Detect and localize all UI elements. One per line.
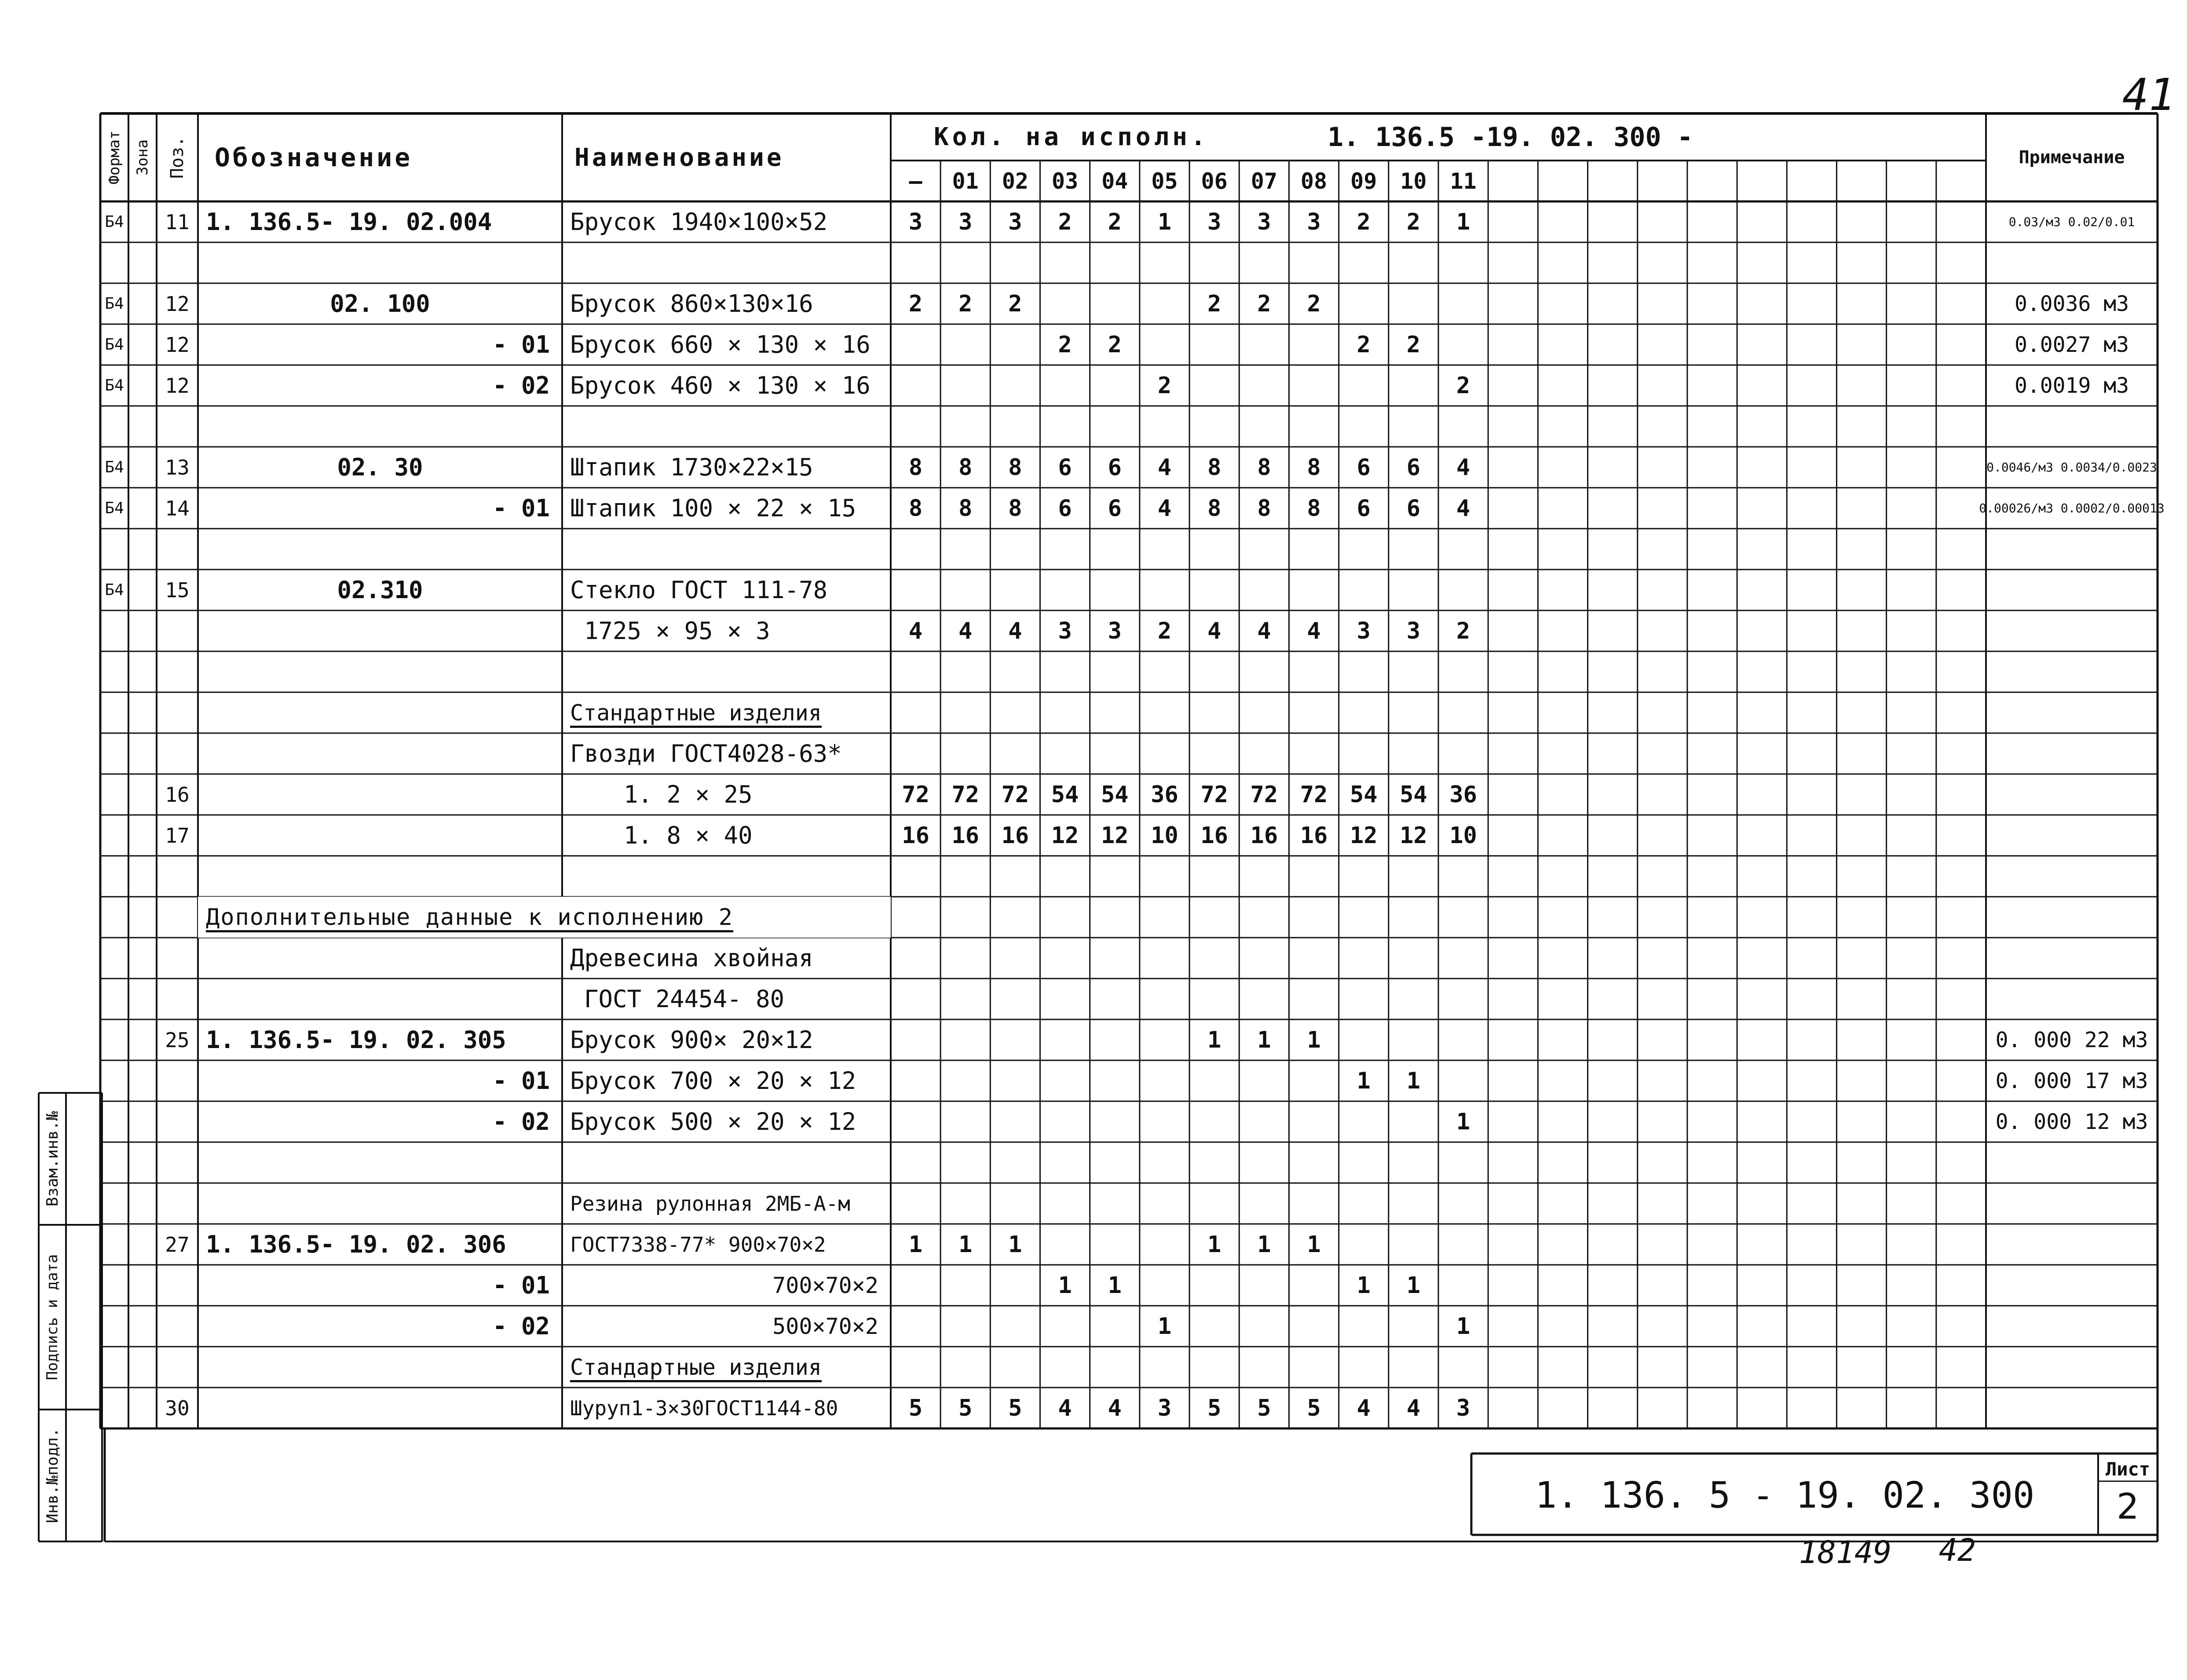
row-quantity: 5	[1008, 1395, 1022, 1421]
sheet-label: Лист	[2105, 1458, 2150, 1480]
row-quantity: 4	[1257, 617, 1271, 644]
row-quantity: 54	[1350, 781, 1378, 808]
row-quantity: 2	[1157, 617, 1172, 644]
row-name: ГОСТ 24454- 80	[584, 985, 785, 1013]
row-name: Древесина хвойная	[570, 944, 813, 972]
row-quantity: 72	[902, 781, 929, 808]
row-quantity: 10	[1151, 822, 1178, 849]
row-quantity: 1	[1406, 1272, 1421, 1299]
row-quantity: 2	[1207, 290, 1222, 317]
row-quantity: 2	[908, 290, 923, 317]
row-quantity: 6	[1406, 495, 1421, 522]
row-quantity: 4	[1207, 617, 1222, 644]
document-code: 1. 136. 5 - 19. 02. 300	[1535, 1474, 2035, 1516]
sheet-number: 2	[2117, 1486, 2139, 1527]
row-quantity: 4	[1157, 454, 1172, 481]
row-quantity: 1	[1357, 1067, 1371, 1094]
row-quantity: 3	[1157, 1395, 1172, 1421]
row-quantity: 1	[1207, 1231, 1222, 1258]
row-quantity: 2	[1406, 331, 1421, 358]
row-designation: - 01	[492, 331, 550, 358]
row-quantity: 8	[1257, 454, 1271, 481]
header-zone: Зона	[134, 139, 151, 175]
row-name: Брусок 500 × 20 × 12	[570, 1108, 856, 1136]
row-quantity: 1	[1307, 1231, 1321, 1258]
row-quantity: 2	[1257, 290, 1271, 317]
row-quantity: 3	[1257, 208, 1271, 235]
handwritten-page-number: 42	[1938, 1532, 1976, 1568]
side-stamp-label: Инв.№подл.	[43, 1428, 62, 1523]
row-quantity: 2	[1008, 290, 1022, 317]
row-name: Брусок 1940×100×52	[570, 208, 828, 236]
row-format: Б4	[105, 376, 124, 394]
row-name: Брусок 900× 20×12	[570, 1026, 813, 1054]
row-quantity: 4	[908, 617, 923, 644]
row-quantity: 1	[1108, 1272, 1122, 1299]
row-name: Штапик 100 × 22 × 15	[570, 494, 856, 522]
row-quantity: 5	[908, 1395, 923, 1421]
row-note: 0.03/м3 0.02/0.01	[2008, 215, 2135, 229]
row-quantity: 10	[1449, 822, 1477, 849]
row-name: Стандартные изделия	[570, 700, 822, 726]
row-quantity: 2	[958, 290, 973, 317]
row-quantity: 8	[1257, 495, 1271, 522]
row-quantity: 4	[958, 617, 973, 644]
row-quantity: 2	[1456, 372, 1470, 399]
row-note: 0. 000 22 м3	[1995, 1027, 2148, 1052]
row-quantity: 1	[1456, 208, 1470, 235]
row-quantity: 2	[1058, 208, 1072, 235]
row-quantity: 6	[1357, 495, 1371, 522]
row-quantity: 16	[1300, 822, 1328, 849]
row-quantity: 1	[1406, 1067, 1421, 1094]
row-quantity: 3	[1307, 208, 1321, 235]
row-quantity: 16	[1001, 822, 1029, 849]
row-quantity: 4	[1108, 1395, 1122, 1421]
row-designation: - 01	[492, 1271, 550, 1299]
row-name: 500×70×2	[772, 1313, 878, 1339]
row-quantity: 4	[1058, 1395, 1072, 1421]
sheet-corner-number: 41	[2122, 69, 2176, 121]
row-quantity: 4	[1406, 1395, 1421, 1421]
row-quantity: 1	[1008, 1231, 1022, 1258]
row-quantity: 5	[1207, 1395, 1222, 1421]
row-position: 13	[165, 455, 190, 479]
row-designation: - 02	[492, 1312, 550, 1340]
header-qty-title: Кол. на исполн.	[934, 123, 1209, 151]
row-quantity: 3	[1456, 1395, 1470, 1421]
row-name: 1. 8 × 40	[624, 822, 753, 849]
header-qty-base: 1. 136.5 -19. 02. 300 -	[1328, 121, 1693, 153]
row-quantity: 2	[1357, 208, 1371, 235]
row-quantity: 1	[1456, 1313, 1470, 1340]
row-name: 1. 2 × 25	[624, 781, 753, 808]
row-quantity: 2	[1108, 331, 1122, 358]
row-quantity: 12	[1051, 822, 1079, 849]
row-format: Б4	[105, 336, 124, 354]
row-quantity: 72	[951, 781, 980, 808]
row-quantity: 1	[1207, 1026, 1222, 1053]
row-designation: - 01	[492, 494, 550, 522]
row-quantity: 8	[1207, 495, 1222, 522]
row-quantity: 1	[1456, 1108, 1470, 1135]
row-quantity: 12	[1101, 822, 1129, 849]
row-quantity: 5	[1307, 1395, 1321, 1421]
row-quantity: 1	[958, 1231, 973, 1258]
row-quantity: 1	[1257, 1026, 1271, 1053]
row-name: Шуруп1-3×30ГОСТ1144-80	[570, 1396, 838, 1420]
header-exec-column: 05	[1151, 168, 1178, 194]
row-quantity: 5	[1257, 1395, 1271, 1421]
row-quantity: 4	[1357, 1395, 1371, 1421]
row-position: 16	[165, 782, 190, 807]
header-exec-column: 08	[1300, 168, 1328, 194]
row-quantity: 3	[1357, 617, 1371, 644]
header-format: Формат	[106, 130, 123, 185]
row-position: 11	[165, 210, 190, 234]
header-exec-column: 04	[1101, 168, 1128, 194]
row-position: 25	[165, 1028, 190, 1052]
side-stamp-label: Подпись и дата	[44, 1254, 61, 1381]
header-designation: Обозначение	[215, 142, 413, 172]
row-quantity: 3	[1058, 617, 1072, 644]
header-exec-column: 02	[1002, 168, 1029, 194]
row-quantity: 8	[1307, 495, 1321, 522]
row-quantity: 1	[1058, 1272, 1072, 1299]
row-name: Гвозди ГОСТ4028-63*	[570, 740, 842, 767]
row-quantity: 1	[1157, 208, 1172, 235]
row-format: Б4	[105, 499, 124, 517]
row-quantity: 5	[958, 1395, 973, 1421]
row-format: Б4	[105, 213, 124, 231]
row-name: ГОСТ7338-77* 900×70×2	[570, 1232, 826, 1256]
row-designation: 02.310	[337, 576, 423, 604]
row-quantity: 8	[958, 454, 973, 481]
row-quantity: 4	[1307, 617, 1321, 644]
row-quantity: 3	[908, 208, 923, 235]
row-name: Брусок 660 × 130 × 16	[570, 331, 870, 358]
row-quantity: 72	[1250, 781, 1278, 808]
header-exec-column: 03	[1052, 168, 1079, 194]
row-position: 12	[165, 332, 190, 357]
row-quantity: 8	[1008, 495, 1022, 522]
section-heading: Дополнительные данные к исполнению 2	[198, 897, 891, 938]
header-exec-column: 01	[952, 168, 979, 194]
header-note: Примечание	[2019, 147, 2125, 168]
row-quantity: 8	[908, 454, 923, 481]
header-exec-column: —	[909, 168, 922, 194]
row-quantity: 36	[1449, 781, 1477, 808]
row-quantity: 6	[1357, 454, 1371, 481]
row-quantity: 72	[1300, 781, 1328, 808]
row-quantity: 4	[1157, 495, 1172, 522]
row-quantity: 1	[1257, 1231, 1271, 1258]
row-note: 0.0019 м3	[2014, 373, 2129, 398]
row-quantity: 1	[1357, 1272, 1371, 1299]
row-note: 0. 000 17 м3	[1995, 1068, 2148, 1093]
row-designation: - 02	[492, 372, 550, 399]
row-note: 0.0036 м3	[2014, 291, 2129, 316]
row-quantity: 72	[1200, 781, 1228, 808]
row-designation: - 01	[492, 1067, 550, 1095]
side-stamp-label: Взам.инв.№	[43, 1111, 62, 1207]
row-name: Стекло ГОСТ 111-78	[570, 576, 828, 604]
row-quantity: 2	[1058, 331, 1072, 358]
row-quantity: 12	[1400, 822, 1427, 849]
row-quantity: 16	[1200, 822, 1228, 849]
row-quantity: 1	[1307, 1026, 1321, 1053]
row-quantity: 16	[902, 822, 929, 849]
row-quantity: 6	[1406, 454, 1421, 481]
row-quantity: 3	[1108, 617, 1122, 644]
row-name: Резина рулонная 2МБ-А-м	[570, 1191, 850, 1216]
row-quantity: 16	[951, 822, 980, 849]
row-quantity: 3	[1008, 208, 1022, 235]
row-quantity: 1	[908, 1231, 923, 1258]
row-position: 12	[165, 292, 190, 316]
header-exec-column: 10	[1400, 168, 1427, 194]
row-quantity: 8	[1207, 454, 1222, 481]
row-quantity: 54	[1400, 781, 1427, 808]
row-designation: 02. 100	[330, 290, 430, 318]
row-quantity: 8	[958, 495, 973, 522]
row-quantity: 2	[1406, 208, 1421, 235]
row-quantity: 1	[1157, 1313, 1172, 1340]
row-designation: 1. 136.5- 19. 02.004	[206, 208, 492, 236]
row-note: 0. 000 12 м3	[1995, 1109, 2148, 1134]
row-quantity: 54	[1101, 781, 1129, 808]
row-quantity: 2	[1357, 331, 1371, 358]
row-name: 700×70×2	[772, 1272, 878, 1298]
row-designation: 1. 136.5- 19. 02. 306	[206, 1231, 506, 1258]
row-quantity: 2	[1108, 208, 1122, 235]
row-quantity: 6	[1108, 454, 1122, 481]
handwritten-archive-number: 18149	[1799, 1534, 1892, 1570]
header-pos: Поз.	[167, 136, 187, 179]
row-name: Брусок 860×130×16	[570, 290, 813, 318]
row-quantity: 2	[1307, 290, 1321, 317]
row-position: 14	[165, 496, 190, 520]
row-quantity: 16	[1250, 822, 1278, 849]
row-designation: 02. 30	[337, 453, 423, 481]
row-format: Б4	[105, 295, 124, 313]
row-designation: 1. 136.5- 19. 02. 305	[206, 1026, 506, 1054]
row-note: 0.00026/м3 0.0002/0.00013	[1979, 501, 2165, 515]
row-designation: - 02	[492, 1108, 550, 1136]
row-position: 12	[165, 373, 190, 398]
row-note: 0.0046/м3 0.0034/0.0023	[1986, 460, 2157, 475]
row-position: 17	[165, 823, 190, 847]
row-quantity: 3	[1406, 617, 1421, 644]
row-format: Б4	[105, 458, 124, 476]
row-quantity: 72	[1001, 781, 1029, 808]
row-position: 15	[165, 578, 190, 602]
row-quantity: 8	[1008, 454, 1022, 481]
row-format: Б4	[105, 581, 124, 599]
row-name: Штапик 1730×22×15	[570, 453, 813, 481]
row-quantity: 4	[1456, 495, 1470, 522]
row-quantity: 3	[1207, 208, 1222, 235]
header-name: Наименование	[574, 143, 784, 172]
row-note: 0.0027 м3	[2014, 332, 2129, 357]
row-quantity: 2	[1456, 617, 1470, 644]
row-position: 27	[165, 1232, 190, 1256]
row-name: Стандартные изделия	[570, 1354, 822, 1380]
row-quantity: 8	[908, 495, 923, 522]
row-quantity: 6	[1058, 495, 1072, 522]
row-position: 30	[165, 1396, 190, 1420]
row-quantity: 6	[1058, 454, 1072, 481]
row-quantity: 4	[1008, 617, 1022, 644]
row-quantity: 8	[1307, 454, 1321, 481]
header-exec-column: 06	[1201, 168, 1228, 194]
row-quantity: 54	[1051, 781, 1079, 808]
row-name: 1725 × 95 × 3	[584, 617, 770, 645]
row-name: Брусок 460 × 130 × 16	[570, 372, 870, 399]
row-quantity: 3	[958, 208, 973, 235]
row-quantity: 2	[1157, 372, 1172, 399]
header-exec-column: 11	[1450, 168, 1477, 194]
header-exec-column: 09	[1350, 168, 1377, 194]
row-quantity: 4	[1456, 454, 1470, 481]
row-name: Брусок 700 × 20 × 12	[570, 1067, 856, 1095]
row-quantity: 6	[1108, 495, 1122, 522]
row-quantity: 36	[1151, 781, 1178, 808]
row-quantity: 12	[1350, 822, 1378, 849]
header-exec-column: 07	[1251, 168, 1277, 194]
